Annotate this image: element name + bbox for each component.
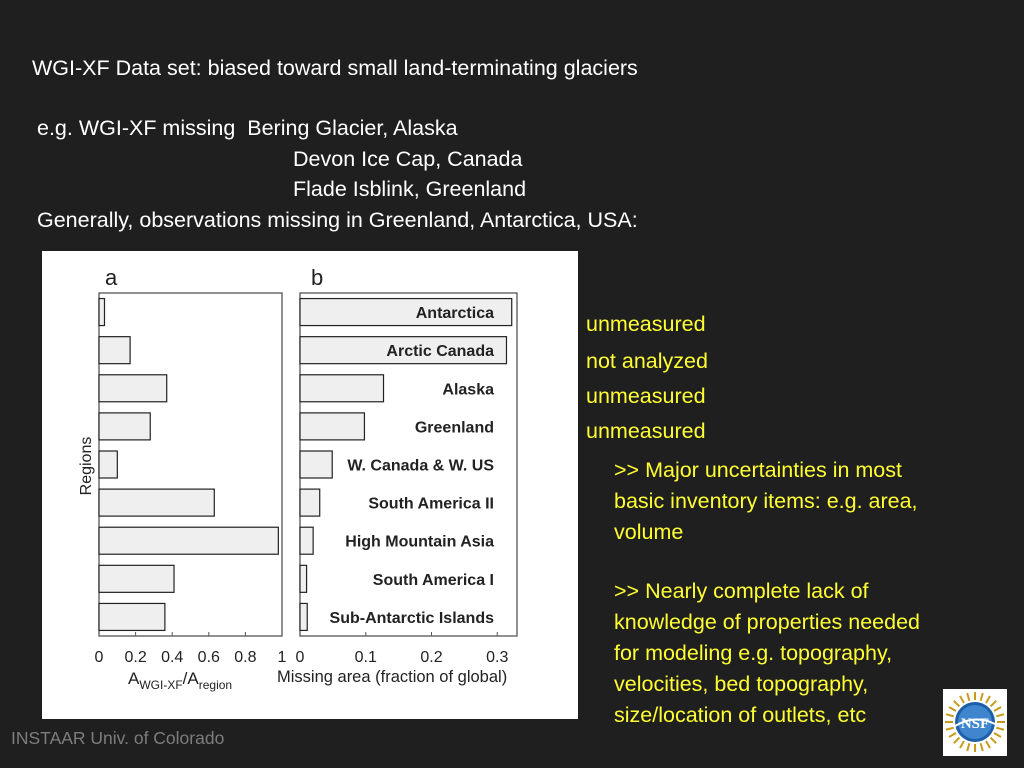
bar-b-sub-antarctic-islands [300,603,307,630]
bar-b-w-canada-w-us [300,451,332,478]
nsf-logo [943,689,1007,756]
chart-svg [42,251,578,719]
bar-a-south-america-i [99,565,174,592]
examples-block [37,113,638,235]
note-uncertainties: >> Major uncertainties in most basic inventory items: e.g. area, volume [614,458,918,544]
bar-b-greenland [300,413,364,440]
bar-a-sub-antarctic-islands [99,603,165,630]
bar-a-antarctica [99,299,104,326]
status-label-arctic-canada: not analyzed [586,349,708,373]
category-label-high-mountain-asia: High Mountain Asia [345,533,494,551]
bar-b-south-america-ii [300,489,320,516]
bar-a-south-america-ii [99,489,214,516]
bar-b-high-mountain-asia [300,527,313,554]
nsf-logo-text: NSF [960,716,990,732]
slide-title: WGI-XF Data set: biased toward small land-terminating glaciers [32,56,638,80]
example-line-devon: Devon Ice Cap, Canada [293,146,523,171]
example-line-bering: e.g. WGI-XF missing Bering Glacier, Alaska [37,116,458,140]
category-label-sub-antarctic-islands: Sub-Antarctic Islands [329,609,494,627]
category-label-antarctica: Antarctica [415,305,494,323]
footer-institution: INSTAAR Univ. of Colorado [11,728,225,748]
bar-a-w-canada-w-us [99,451,117,478]
panel-a-label: a [105,265,118,290]
category-label-w-canada-w-us: W. Canada & W. US [347,457,494,475]
category-label-alaska: Alaska [442,381,494,399]
category-label-greenland: Greenland [414,419,494,437]
category-label-south-america-i: South America I [372,571,494,589]
tick-label-b: 0.3 [486,649,509,666]
panel-b-label: b [311,265,324,290]
bar-b-south-america-i [300,565,307,592]
note-knowledge-lack: >> Nearly complete lack of knowledge of properties needed for modeling e.g. topography, velocities, bed topography, size/location of outlets, etc [614,579,920,727]
status-label-antarctica: unmeasured [586,312,706,336]
nsf-logo-icon [943,689,1007,756]
axis-label-a-part: A [128,669,140,688]
bar-a-arctic-canada [99,337,130,364]
status-label-alaska: unmeasured [586,384,706,408]
bar-a-greenland [99,413,150,440]
tick-label-b: 0.1 [354,649,377,666]
tick-label-a: 0.8 [234,649,257,666]
axis-label-a-part: WGI-XF [139,678,183,692]
category-label-south-america-ii: South America II [368,495,494,513]
axis-label-a-part: region [198,678,233,692]
axis-label-regions: Regions [78,436,95,496]
tick-label-a: 1 [277,649,287,666]
bar-b-alaska [300,375,384,402]
figure-panels [42,251,578,719]
bar-a-alaska [99,375,167,402]
bar-a-high-mountain-asia [99,527,278,554]
example-line-flade: Flade Isblink, Greenland [293,177,527,201]
tick-label-a: 0 [94,649,104,666]
tick-label-a: 0.4 [161,649,184,666]
tick-label-a: 0.2 [124,649,147,666]
axis-label-a [128,669,232,692]
tick-label-b: 0.2 [420,649,443,666]
generally-line: Generally, observations missing in Greenland, Antarctica, USA: [37,207,638,232]
axis-label-a-part: /A [182,669,199,688]
tick-label-a: 0.6 [197,649,220,666]
status-label-greenland: unmeasured [586,419,706,443]
axis-label-b: Missing area (fraction of global) [277,668,508,686]
category-label-arctic-canada: Arctic Canada [386,343,494,361]
tick-label-b: 0 [295,649,305,666]
